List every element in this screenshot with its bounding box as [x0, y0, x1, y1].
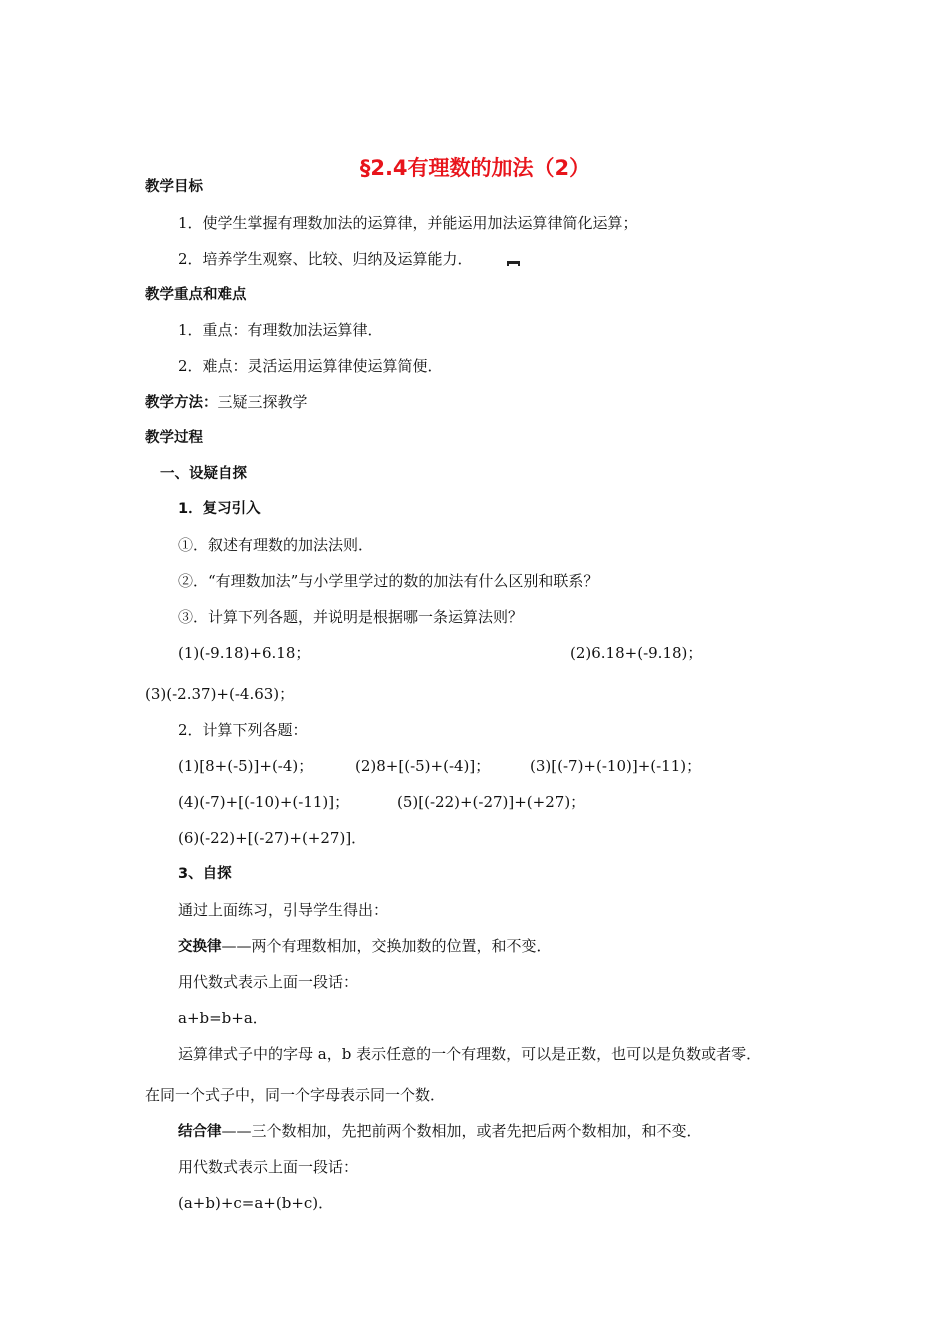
- goal-item-1: 1．使学生掌握有理数加法的运算律，并能运用加法运算律简化运算；: [178, 214, 638, 232]
- section-heading: 一、设疑自探: [160, 466, 247, 482]
- calc-item-3: (3)[(-7)+(-10)]+(-11)；: [530, 757, 702, 775]
- calc-item-4: (4)(-7)+[(-10)+(-11)]；: [178, 793, 350, 811]
- associative-label: 结合律: [178, 1124, 222, 1140]
- associative-text: ——三个数相加，先把前两个数相加，或者先把后两个数相加，和不变．: [221, 1122, 702, 1140]
- review-heading: 1．复习引入: [178, 501, 261, 517]
- algebra-prompt-2: 用代数式表示上面一段话：: [178, 1158, 359, 1176]
- goals-heading: 教学目标: [145, 179, 203, 195]
- goal-item-2: 2．培养学生观察、比较、归纳及运算能力．: [178, 250, 473, 268]
- explore-heading: 3、自探: [178, 866, 232, 882]
- method-label: 教学方法：: [145, 395, 218, 411]
- keypoint-item-2: 2．难点：灵活运用运算律使运算简便．: [178, 357, 443, 375]
- keypoint-item-1: 1．重点：有理数加法运算律．: [178, 321, 383, 339]
- commutative-law: [178, 936, 552, 957]
- note-line-2: 在同一个式子中，同一个字母表示同一个数．: [145, 1086, 446, 1104]
- algebra-prompt-1: 用代数式表示上面一段话：: [178, 973, 359, 991]
- calc-item-2: (2)8+[(-5)+(-4)]；: [355, 757, 491, 775]
- note-line-1: 运算律式子中的字母 a，b 表示任意的一个有理数，可以是正数，也可以是负数或者零．: [178, 1045, 762, 1063]
- keypoints-heading: 教学重点和难点: [145, 287, 247, 303]
- review-question-3: ③．计算下列各题，并说明是根据哪一条运算法则？: [178, 608, 524, 626]
- method-line: [145, 392, 308, 413]
- commutative-label: 交换律: [178, 939, 222, 955]
- review-question-1: ①．叙述有理数的加法法则．: [178, 536, 374, 554]
- explore-intro: 通过上面练习，引导学生得出：: [178, 901, 389, 919]
- calc-item-5: (5)[(-22)+(-27)]+(+27)；: [397, 793, 586, 811]
- review-question-2: ②．“有理数加法”与小学里学过的数的加法有什么区别和联系？: [178, 572, 599, 590]
- exercise-2: (2)6.18+(-9.18)；: [570, 644, 703, 662]
- exercise-1: (1)(-9.18)+6.18；: [178, 644, 311, 662]
- placeholder-mark-icon: [507, 261, 520, 266]
- commutative-text: ——两个有理数相加，交换加数的位置，和不变．: [221, 937, 552, 955]
- commutative-formula: a+b=b+a．: [178, 1009, 268, 1027]
- process-heading: 教学过程: [145, 430, 203, 446]
- calc-heading: 2．计算下列各题：: [178, 721, 308, 739]
- page-title: §2.4有理数的加法（2）: [359, 156, 591, 180]
- calc-item-1: (1)[8+(-5)]+(-4)；: [178, 757, 314, 775]
- method-value: 三疑三探教学: [217, 393, 308, 411]
- exercise-3: (3)(-2.37)+(-4.63)；: [145, 685, 295, 703]
- calc-item-6: (6)(-22)+[(-27)+(+27)]．: [178, 829, 367, 847]
- associative-formula: (a+b)+c=a+(b+c)．: [178, 1194, 334, 1212]
- associative-law: [178, 1121, 702, 1142]
